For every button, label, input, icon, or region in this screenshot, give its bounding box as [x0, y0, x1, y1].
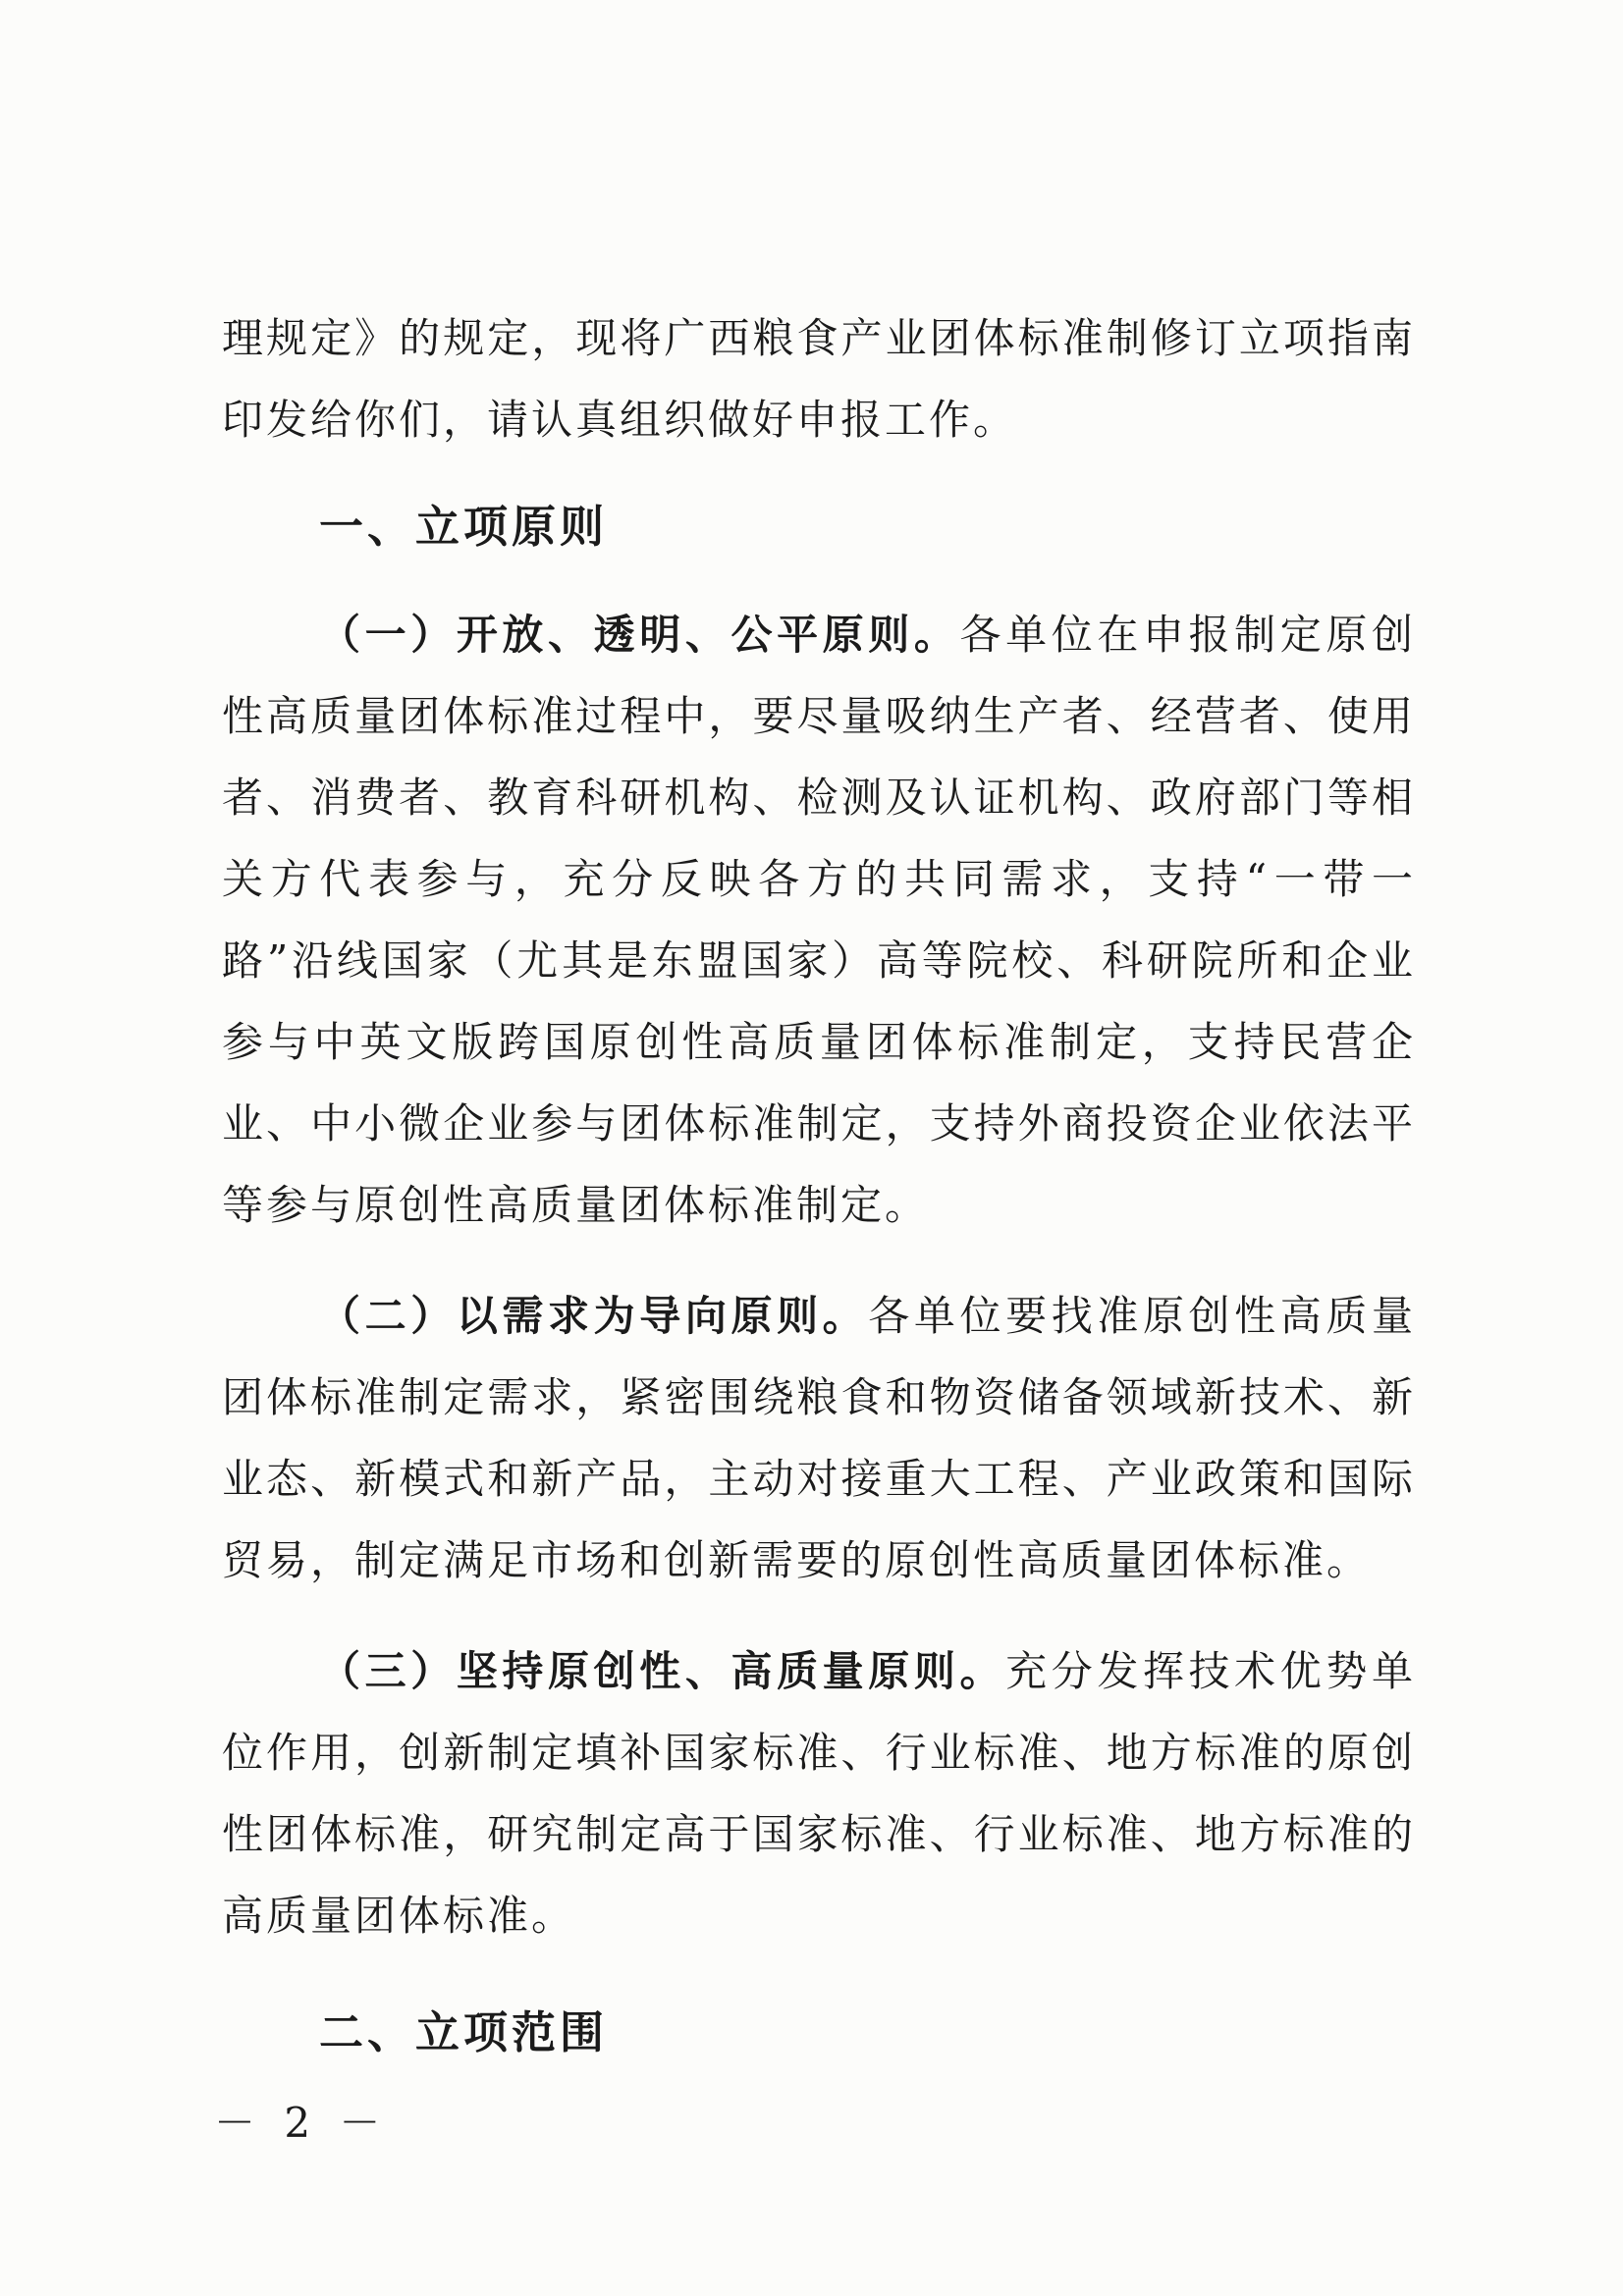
principle-paragraph-1: [222, 594, 1416, 1246]
spacer: [222, 460, 1416, 480]
spacer: [222, 1601, 1416, 1630]
principle-paragraph-2: [222, 1275, 1416, 1601]
principle-lead-3: （三）坚持原创性、高质量原则。: [319, 1647, 1006, 1695]
intro-paragraph: 理规定》的规定，现将广西粮食产业团体标准制修订立项指南印发给你们，请认真组织做好申报工作。: [222, 314, 1416, 444]
section-heading-principles: 一、立项原则: [319, 501, 609, 553]
spacer: [222, 574, 1416, 594]
spacer: [222, 1246, 1416, 1275]
section-heading-scope: 二、立项范围: [319, 2006, 609, 2058]
spacer: [222, 1956, 1416, 1986]
principle-text-1: 各单位在申报制定原创性高质量团体标准过程中，要尽量吸纳生产者、经营者、使用者、消费者、教育科研机构、检测及认证机构、政府部门等相关方代表参与，充分反映各方的共同需求，支持“一带一路”沿线国家（尤其是东盟国家）高等院校、科研院所和企业参与中英文版跨国原创性高质量团体标准制定，支持民营企业、中小微企业参与团体标准制定，支持外商投资企业依法平等参与原创性高质量团体标准制定。: [222, 611, 1416, 1229]
document-body: [222, 297, 1416, 2080]
principle-text-2: 各单位要找准原创性高质量团体标准制定需求，紧密围绕粮食和物资储备领域新技术、新业态、新模式和新产品，主动对接重大工程、产业政策和国际贸易，制定满足市场和创新需要的原创性高质量团体标准。: [222, 1292, 1416, 1584]
principle-lead-1: （一）开放、透明、公平原则。: [319, 611, 960, 659]
principle-text-3: 充分发挥技术优势单位作用，创新制定填补国家标准、行业标准、地方标准的原创性团体标准，研究制定高于国家标准、行业标准、地方标准的高质量团体标准。: [222, 1647, 1416, 1940]
principle-lead-2: （二）以需求为导向原则。: [319, 1292, 869, 1340]
page-number: － 2 －: [214, 2099, 389, 2147]
principle-paragraph-3: [222, 1630, 1416, 1956]
